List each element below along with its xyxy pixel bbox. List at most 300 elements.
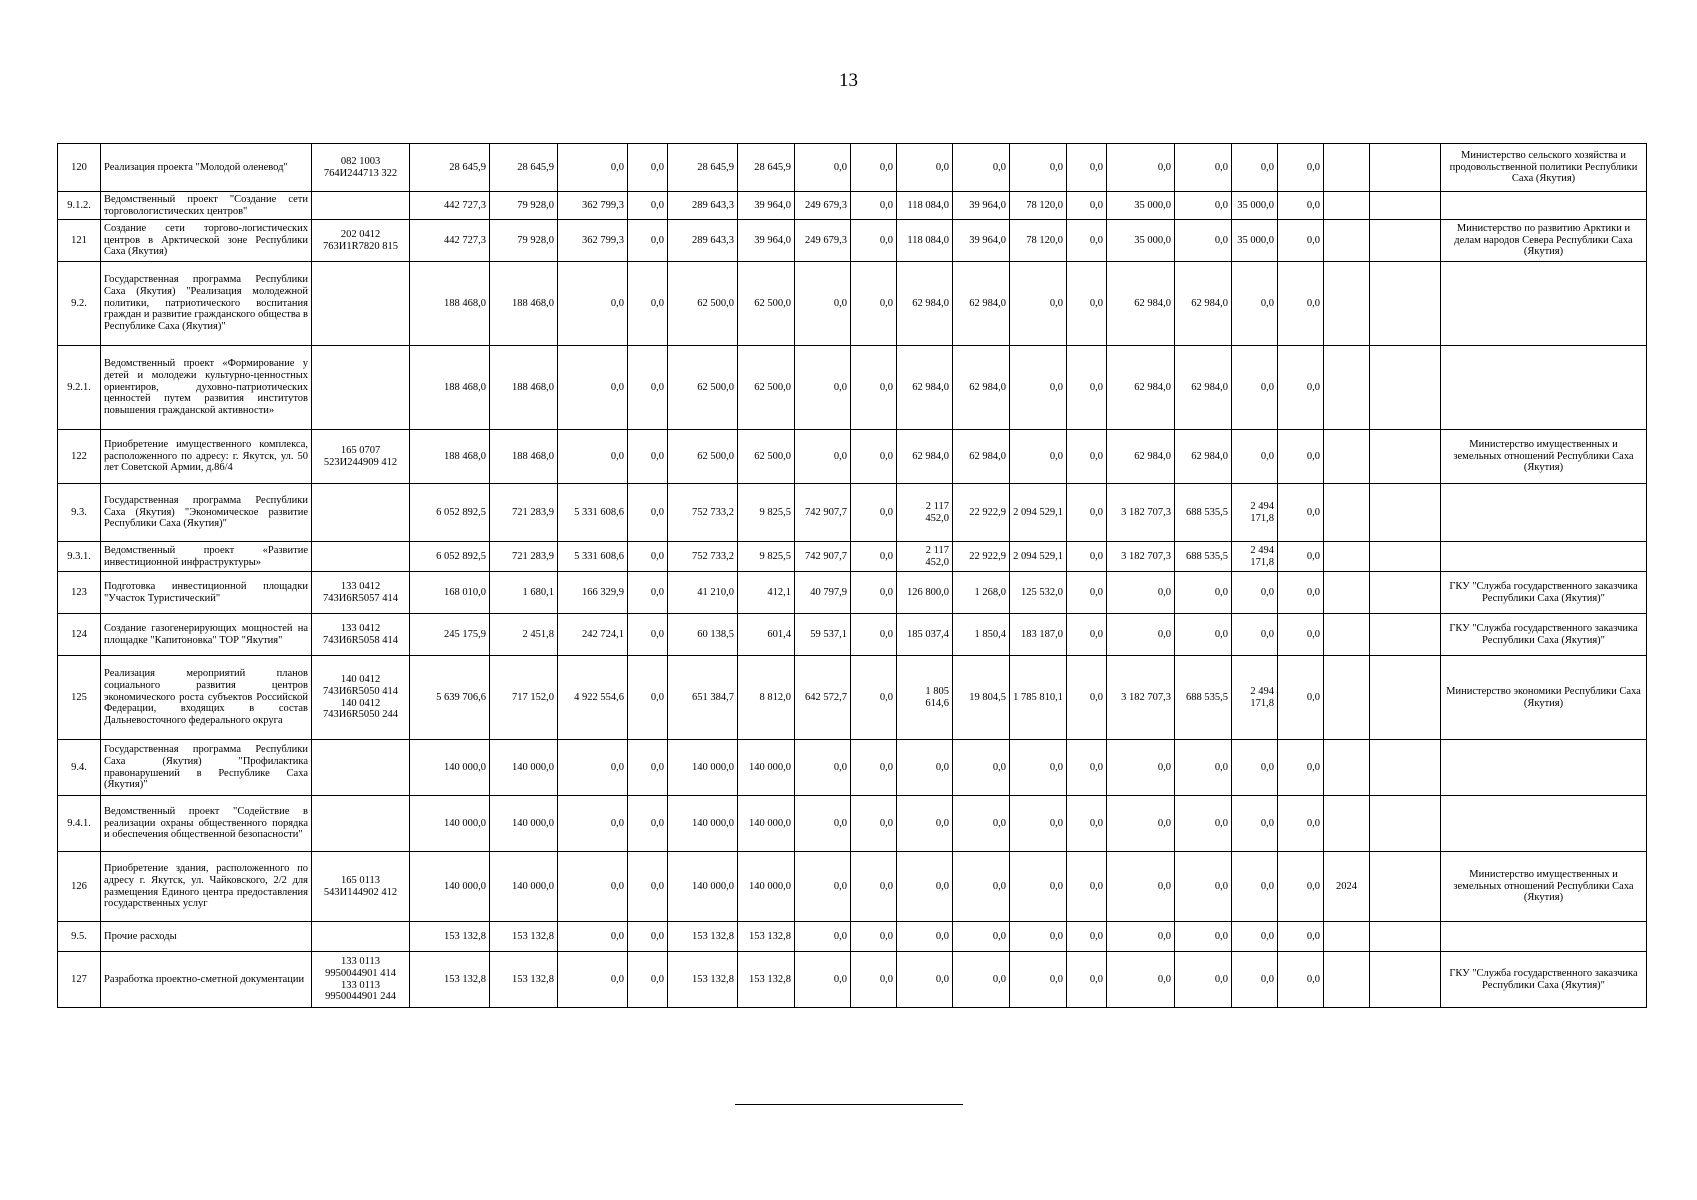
amount-cell: 39 964,0: [738, 220, 795, 262]
amount-cell: 0,0: [628, 740, 668, 796]
amount-cell: 412,1: [738, 572, 795, 614]
amount-cell: 185 037,4: [897, 614, 953, 656]
amount-cell: 0,0: [1278, 852, 1324, 922]
budget-code-cell: 082 1003 764И244713 322: [312, 144, 410, 192]
amount-cell: 0,0: [851, 572, 897, 614]
amount-cell: 118 084,0: [897, 220, 953, 262]
amount-cell: 249 679,3: [795, 220, 851, 262]
amount-cell: 3 182 707,3: [1107, 656, 1175, 740]
amount-cell: 0,0: [1010, 262, 1067, 346]
amount-cell: 0,0: [851, 144, 897, 192]
amount-cell: 0,0: [558, 430, 628, 484]
amount-cell: 442 727,3: [410, 192, 490, 220]
table-row: [58, 430, 1647, 484]
amount-cell: 62 984,0: [897, 346, 953, 430]
year-cell: [1324, 922, 1370, 952]
amount-cell: 188 468,0: [490, 262, 558, 346]
budget-code-cell: [312, 484, 410, 542]
amount-cell: 0,0: [851, 852, 897, 922]
year-cell: [1324, 346, 1370, 430]
amount-cell: 62 984,0: [1107, 430, 1175, 484]
amount-cell: 289 643,3: [668, 220, 738, 262]
amount-cell: 8 812,0: [738, 656, 795, 740]
amount-cell: 62 984,0: [1175, 262, 1232, 346]
amount-cell: 140 000,0: [668, 796, 738, 852]
responsible-cell: [1441, 922, 1647, 952]
amount-cell: 1 850,4: [953, 614, 1010, 656]
year-cell: 2024: [1324, 852, 1370, 922]
amount-cell: 2 451,8: [490, 614, 558, 656]
row-number-cell: 9.5.: [58, 922, 101, 952]
amount-cell: 0,0: [558, 740, 628, 796]
amount-cell: 0,0: [897, 796, 953, 852]
amount-cell: 153 132,8: [668, 922, 738, 952]
row-name-cell: Государственная программа Республики Саха (Якутия) "Экономическое развитие Республики Саха (Якутия)": [101, 484, 312, 542]
budget-code-cell: [312, 346, 410, 430]
amount-cell: 0,0: [953, 922, 1010, 952]
amount-cell: 0,0: [558, 346, 628, 430]
amount-cell: 0,0: [1067, 852, 1107, 922]
amount-cell: 0,0: [1107, 572, 1175, 614]
row-name-cell: Подготовка инвестиционной площадки "Участок Туристический": [101, 572, 312, 614]
amount-cell: 78 120,0: [1010, 192, 1067, 220]
amount-cell: 153 132,8: [410, 952, 490, 1008]
table-row: [58, 542, 1647, 572]
amount-cell: 642 572,7: [795, 656, 851, 740]
row-name-cell: Приобретение здания, расположенного по адресу г. Якутск, ул. Чайковского, 2/2 для размещения Единого центра предоставления государственных услуг: [101, 852, 312, 922]
amount-cell: 5 331 608,6: [558, 484, 628, 542]
amount-cell: 0,0: [1232, 144, 1278, 192]
responsible-cell: Министерство имущественных и земельных отношений Республики Саха (Якутия): [1441, 852, 1647, 922]
amount-cell: 28 645,9: [490, 144, 558, 192]
amount-cell: 721 283,9: [490, 484, 558, 542]
row-number-cell: 125: [58, 656, 101, 740]
amount-cell: 0,0: [1067, 656, 1107, 740]
amount-cell: 62 984,0: [1107, 262, 1175, 346]
amount-cell: 0,0: [851, 484, 897, 542]
responsible-cell: [1441, 262, 1647, 346]
amount-cell: 126 800,0: [897, 572, 953, 614]
amount-cell: 40 797,9: [795, 572, 851, 614]
amount-cell: 0,0: [851, 542, 897, 572]
amount-cell: 0,0: [795, 922, 851, 952]
amount-cell: 0,0: [1175, 852, 1232, 922]
amount-cell: 289 643,3: [668, 192, 738, 220]
amount-cell: 140 000,0: [410, 796, 490, 852]
amount-cell: 0,0: [1278, 192, 1324, 220]
table-row: [58, 796, 1647, 852]
amount-cell: 0,0: [1010, 346, 1067, 430]
amount-cell: 0,0: [1232, 852, 1278, 922]
note-cell: [1370, 262, 1441, 346]
budget-code-cell: [312, 192, 410, 220]
note-cell: [1370, 572, 1441, 614]
amount-cell: 19 804,5: [953, 656, 1010, 740]
amount-cell: 0,0: [1232, 262, 1278, 346]
budget-code-cell: [312, 542, 410, 572]
amount-cell: 4 922 554,6: [558, 656, 628, 740]
table-row: [58, 656, 1647, 740]
amount-cell: 0,0: [1107, 922, 1175, 952]
year-cell: [1324, 192, 1370, 220]
amount-cell: 0,0: [851, 656, 897, 740]
amount-cell: 0,0: [1010, 740, 1067, 796]
table-row: [58, 220, 1647, 262]
amount-cell: 0,0: [1278, 572, 1324, 614]
amount-cell: 0,0: [851, 740, 897, 796]
amount-cell: 78 120,0: [1010, 220, 1067, 262]
amount-cell: 166 329,9: [558, 572, 628, 614]
row-number-cell: 120: [58, 144, 101, 192]
responsible-cell: [1441, 192, 1647, 220]
amount-cell: 0,0: [628, 262, 668, 346]
amount-cell: 0,0: [851, 262, 897, 346]
amount-cell: 0,0: [1067, 740, 1107, 796]
amount-cell: 188 468,0: [490, 430, 558, 484]
amount-cell: 188 468,0: [490, 346, 558, 430]
amount-cell: 140 000,0: [490, 796, 558, 852]
budget-table: [57, 143, 1647, 1008]
amount-cell: 0,0: [1067, 922, 1107, 952]
responsible-cell: [1441, 796, 1647, 852]
responsible-cell: ГКУ "Служба государственного заказчика Республики Саха (Якутия)": [1441, 572, 1647, 614]
footer-separator: [735, 1104, 963, 1105]
amount-cell: 125 532,0: [1010, 572, 1067, 614]
amount-cell: 0,0: [1107, 952, 1175, 1008]
budget-code-cell: 165 0707 523И244909 412: [312, 430, 410, 484]
amount-cell: 9 825,5: [738, 542, 795, 572]
amount-cell: 0,0: [628, 656, 668, 740]
amount-cell: 22 922,9: [953, 542, 1010, 572]
amount-cell: 183 187,0: [1010, 614, 1067, 656]
amount-cell: 0,0: [1232, 952, 1278, 1008]
year-cell: [1324, 614, 1370, 656]
amount-cell: 62 984,0: [1175, 430, 1232, 484]
amount-cell: 62 500,0: [668, 346, 738, 430]
budget-code-cell: [312, 922, 410, 952]
table-row: [58, 922, 1647, 952]
amount-cell: 742 907,7: [795, 542, 851, 572]
year-cell: [1324, 952, 1370, 1008]
amount-cell: 140 000,0: [738, 796, 795, 852]
amount-cell: 0,0: [628, 852, 668, 922]
amount-cell: 79 928,0: [490, 220, 558, 262]
amount-cell: 0,0: [795, 740, 851, 796]
amount-cell: 0,0: [628, 346, 668, 430]
amount-cell: 0,0: [795, 952, 851, 1008]
amount-cell: 6 052 892,5: [410, 542, 490, 572]
table-row: [58, 346, 1647, 430]
row-number-cell: 9.4.: [58, 740, 101, 796]
amount-cell: 35 000,0: [1107, 220, 1175, 262]
row-number-cell: 9.3.1.: [58, 542, 101, 572]
amount-cell: 5 639 706,6: [410, 656, 490, 740]
table-body: [58, 144, 1647, 1008]
amount-cell: 688 535,5: [1175, 656, 1232, 740]
amount-cell: 60 138,5: [668, 614, 738, 656]
amount-cell: 0,0: [1278, 346, 1324, 430]
amount-cell: 2 494 171,8: [1232, 484, 1278, 542]
amount-cell: 0,0: [795, 430, 851, 484]
amount-cell: 0,0: [1107, 796, 1175, 852]
amount-cell: 0,0: [1010, 144, 1067, 192]
table-row: [58, 262, 1647, 346]
amount-cell: 0,0: [628, 542, 668, 572]
amount-cell: 0,0: [558, 922, 628, 952]
amount-cell: 0,0: [1067, 430, 1107, 484]
row-name-cell: Реализация мероприятий планов социального развития центров экономического роста субъектов Российской Федерации, входящих в состав Дальневосточного федерального округа: [101, 656, 312, 740]
amount-cell: 752 733,2: [668, 484, 738, 542]
amount-cell: 0,0: [851, 346, 897, 430]
responsible-cell: [1441, 484, 1647, 542]
amount-cell: 0,0: [897, 852, 953, 922]
amount-cell: 0,0: [1175, 192, 1232, 220]
table-row: [58, 192, 1647, 220]
responsible-cell: Министерство по развитию Арктики и делам народов Севера Республики Саха (Якутия): [1441, 220, 1647, 262]
amount-cell: 245 175,9: [410, 614, 490, 656]
budget-code-cell: [312, 262, 410, 346]
amount-cell: 0,0: [1278, 484, 1324, 542]
row-number-cell: 122: [58, 430, 101, 484]
amount-cell: 0,0: [1278, 796, 1324, 852]
amount-cell: 39 964,0: [953, 220, 1010, 262]
row-number-cell: 124: [58, 614, 101, 656]
budget-code-cell: [312, 740, 410, 796]
amount-cell: 0,0: [628, 614, 668, 656]
amount-cell: 22 922,9: [953, 484, 1010, 542]
amount-cell: 362 799,3: [558, 220, 628, 262]
amount-cell: 62 984,0: [897, 430, 953, 484]
amount-cell: 140 000,0: [410, 852, 490, 922]
year-cell: [1324, 220, 1370, 262]
amount-cell: 2 094 529,1: [1010, 542, 1067, 572]
amount-cell: 188 468,0: [410, 430, 490, 484]
amount-cell: 59 537,1: [795, 614, 851, 656]
row-name-cell: Ведомственный проект «Формирование у детей и молодежи культурно-ценностных ориентиров, духовно-патриотических ценностей путем развития институтов повышения гражданской активности»: [101, 346, 312, 430]
responsible-cell: Министерство экономики Республики Саха (Якутия): [1441, 656, 1647, 740]
note-cell: [1370, 192, 1441, 220]
note-cell: [1370, 542, 1441, 572]
amount-cell: 5 331 608,6: [558, 542, 628, 572]
amount-cell: 688 535,5: [1175, 542, 1232, 572]
amount-cell: 0,0: [1107, 740, 1175, 796]
amount-cell: 0,0: [628, 220, 668, 262]
amount-cell: 2 494 171,8: [1232, 656, 1278, 740]
responsible-cell: [1441, 542, 1647, 572]
amount-cell: 153 132,8: [410, 922, 490, 952]
amount-cell: 742 907,7: [795, 484, 851, 542]
amount-cell: 62 984,0: [953, 346, 1010, 430]
amount-cell: 140 000,0: [668, 852, 738, 922]
amount-cell: 601,4: [738, 614, 795, 656]
table-row: [58, 852, 1647, 922]
table-row: [58, 572, 1647, 614]
row-name-cell: Приобретение имущественного комплекса, расположенного по адресу: г. Якутск, ул. 50 лет Советской Армии, д.86/4: [101, 430, 312, 484]
amount-cell: 0,0: [851, 922, 897, 952]
amount-cell: 0,0: [628, 430, 668, 484]
amount-cell: 188 468,0: [410, 346, 490, 430]
row-number-cell: 126: [58, 852, 101, 922]
year-cell: [1324, 262, 1370, 346]
amount-cell: 35 000,0: [1232, 192, 1278, 220]
budget-code-cell: 202 0412 763И1R7820 815: [312, 220, 410, 262]
amount-cell: 153 132,8: [490, 922, 558, 952]
amount-cell: 0,0: [1010, 952, 1067, 1008]
amount-cell: 0,0: [1232, 922, 1278, 952]
amount-cell: 0,0: [851, 952, 897, 1008]
amount-cell: 0,0: [1067, 484, 1107, 542]
amount-cell: 28 645,9: [668, 144, 738, 192]
amount-cell: 0,0: [1278, 952, 1324, 1008]
amount-cell: 0,0: [1278, 542, 1324, 572]
amount-cell: 62 984,0: [953, 262, 1010, 346]
budget-code-cell: 140 0412 743И6R5050 414 140 0412 743И6R5050 244: [312, 656, 410, 740]
amount-cell: 153 132,8: [490, 952, 558, 1008]
amount-cell: 153 132,8: [738, 922, 795, 952]
amount-cell: 62 984,0: [1107, 346, 1175, 430]
row-name-cell: Ведомственный проект "Создание сети торговологистических центров": [101, 192, 312, 220]
row-name-cell: Создание сети торгово-логистических центров в Арктической зоне Республики Саха (Якутия): [101, 220, 312, 262]
amount-cell: 0,0: [558, 262, 628, 346]
amount-cell: 0,0: [1278, 614, 1324, 656]
amount-cell: 0,0: [1232, 740, 1278, 796]
responsible-cell: Министерство имущественных и земельных отношений Республики Саха (Якутия): [1441, 430, 1647, 484]
amount-cell: 717 152,0: [490, 656, 558, 740]
amount-cell: 0,0: [628, 144, 668, 192]
table-row: [58, 952, 1647, 1008]
amount-cell: 0,0: [628, 192, 668, 220]
row-name-cell: Разработка проектно-сметной документации: [101, 952, 312, 1008]
table-row: [58, 484, 1647, 542]
amount-cell: 0,0: [795, 346, 851, 430]
amount-cell: 0,0: [1232, 346, 1278, 430]
table-row: [58, 144, 1647, 192]
amount-cell: 1 680,1: [490, 572, 558, 614]
budget-code-cell: [312, 796, 410, 852]
amount-cell: 0,0: [558, 796, 628, 852]
amount-cell: 0,0: [1107, 852, 1175, 922]
note-cell: [1370, 796, 1441, 852]
year-cell: [1324, 144, 1370, 192]
amount-cell: 249 679,3: [795, 192, 851, 220]
amount-cell: 0,0: [851, 220, 897, 262]
amount-cell: 0,0: [1278, 144, 1324, 192]
amount-cell: 0,0: [1067, 262, 1107, 346]
amount-cell: 79 928,0: [490, 192, 558, 220]
amount-cell: 0,0: [795, 144, 851, 192]
amount-cell: 1 805 614,6: [897, 656, 953, 740]
amount-cell: 140 000,0: [490, 852, 558, 922]
year-cell: [1324, 656, 1370, 740]
amount-cell: 242 724,1: [558, 614, 628, 656]
row-number-cell: 9.1.2.: [58, 192, 101, 220]
year-cell: [1324, 484, 1370, 542]
amount-cell: 0,0: [1175, 796, 1232, 852]
amount-cell: 0,0: [851, 796, 897, 852]
row-number-cell: 9.2.: [58, 262, 101, 346]
amount-cell: 0,0: [1107, 614, 1175, 656]
amount-cell: 118 084,0: [897, 192, 953, 220]
amount-cell: 0,0: [953, 796, 1010, 852]
amount-cell: 35 000,0: [1107, 192, 1175, 220]
amount-cell: 0,0: [795, 262, 851, 346]
amount-cell: 0,0: [1175, 220, 1232, 262]
amount-cell: 0,0: [1175, 922, 1232, 952]
note-cell: [1370, 220, 1441, 262]
note-cell: [1370, 952, 1441, 1008]
amount-cell: 2 117 452,0: [897, 484, 953, 542]
amount-cell: 0,0: [851, 614, 897, 656]
amount-cell: 0,0: [1175, 740, 1232, 796]
responsible-cell: ГКУ "Служба государственного заказчика Республики Саха (Якутия)": [1441, 614, 1647, 656]
year-cell: [1324, 542, 1370, 572]
amount-cell: 0,0: [953, 852, 1010, 922]
amount-cell: 0,0: [1278, 740, 1324, 796]
amount-cell: 2 094 529,1: [1010, 484, 1067, 542]
amount-cell: 0,0: [558, 952, 628, 1008]
amount-cell: 0,0: [1067, 614, 1107, 656]
amount-cell: 0,0: [1067, 192, 1107, 220]
row-number-cell: 9.2.1.: [58, 346, 101, 430]
budget-code-cell: 133 0412 743И6R5058 414: [312, 614, 410, 656]
budget-table-container: [57, 143, 1647, 1008]
amount-cell: 168 010,0: [410, 572, 490, 614]
budget-code-cell: 133 0113 9950044901 414 133 0113 9950044901 244: [312, 952, 410, 1008]
amount-cell: 752 733,2: [668, 542, 738, 572]
row-number-cell: 9.4.1.: [58, 796, 101, 852]
amount-cell: 0,0: [1175, 572, 1232, 614]
budget-code-cell: 165 0113 543И144902 412: [312, 852, 410, 922]
row-name-cell: Государственная программа Республики Саха (Якутия) "Профилактика правонарушений в Республике Саха (Якутия)": [101, 740, 312, 796]
amount-cell: 0,0: [1232, 430, 1278, 484]
note-cell: [1370, 484, 1441, 542]
row-name-cell: Реализация проекта "Молодой оленевод": [101, 144, 312, 192]
year-cell: [1324, 740, 1370, 796]
amount-cell: 0,0: [1010, 796, 1067, 852]
table-row: [58, 614, 1647, 656]
note-cell: [1370, 852, 1441, 922]
amount-cell: 0,0: [897, 952, 953, 1008]
amount-cell: 62 984,0: [953, 430, 1010, 484]
amount-cell: 0,0: [628, 922, 668, 952]
amount-cell: 0,0: [1175, 144, 1232, 192]
amount-cell: 0,0: [1067, 220, 1107, 262]
amount-cell: 0,0: [1278, 922, 1324, 952]
row-name-cell: Ведомственный проект «Развитие инвестиционной инфраструктуры»: [101, 542, 312, 572]
responsible-cell: [1441, 740, 1647, 796]
amount-cell: 62 500,0: [668, 430, 738, 484]
amount-cell: 0,0: [953, 144, 1010, 192]
amount-cell: 0,0: [1175, 614, 1232, 656]
amount-cell: 41 210,0: [668, 572, 738, 614]
amount-cell: 62 500,0: [738, 262, 795, 346]
row-number-cell: 121: [58, 220, 101, 262]
amount-cell: 62 500,0: [668, 262, 738, 346]
amount-cell: 0,0: [1232, 614, 1278, 656]
amount-cell: 62 500,0: [738, 346, 795, 430]
amount-cell: 9 825,5: [738, 484, 795, 542]
note-cell: [1370, 346, 1441, 430]
amount-cell: 39 964,0: [738, 192, 795, 220]
amount-cell: 0,0: [558, 144, 628, 192]
budget-code-cell: 133 0412 743И6R5057 414: [312, 572, 410, 614]
amount-cell: 140 000,0: [668, 740, 738, 796]
amount-cell: 153 132,8: [668, 952, 738, 1008]
note-cell: [1370, 144, 1441, 192]
amount-cell: 140 000,0: [490, 740, 558, 796]
amount-cell: 0,0: [1067, 346, 1107, 430]
amount-cell: 3 182 707,3: [1107, 484, 1175, 542]
